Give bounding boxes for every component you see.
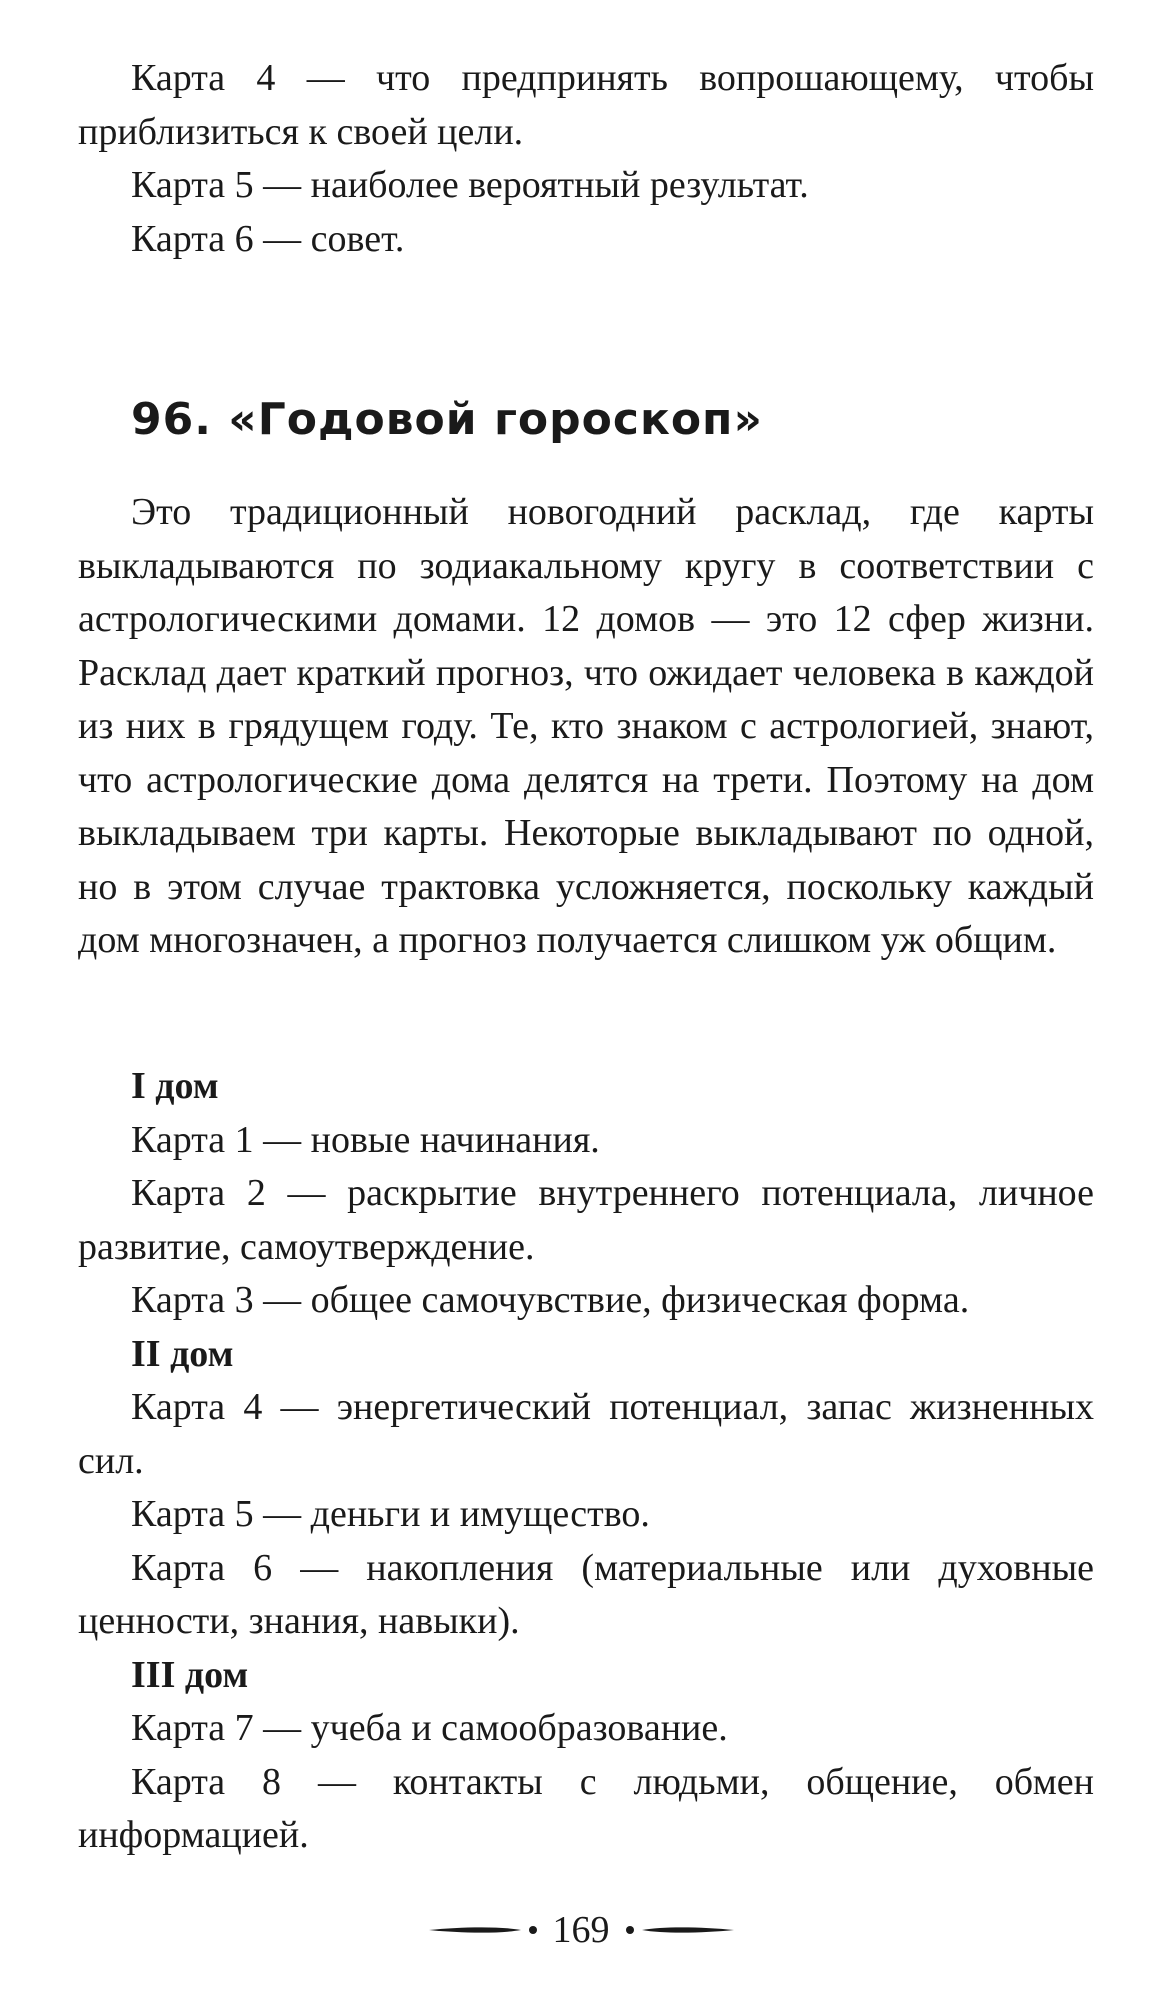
houses-list xyxy=(78,1060,1094,1863)
card-line: Карта 3 — общее самочувствие, физическая форма. xyxy=(131,1279,970,1321)
house-heading: III дом xyxy=(131,1653,249,1696)
house-heading: I дом xyxy=(131,1065,219,1107)
card-line: Карта 1 — новые начинания. xyxy=(131,1118,600,1161)
page-footer xyxy=(0,1900,1162,1960)
card-line: Карта 5 — наиболее вероятный результат. xyxy=(131,164,809,206)
card-line: Карта 7 — учеба и самообразование. xyxy=(131,1707,728,1749)
card-line: Карта 8 — контакты с людьми, общение, обмен информацией. xyxy=(78,1760,1094,1856)
card-line: Карта 4 — что предпринять вопрошающему, чтобы приблизиться к своей цели. xyxy=(78,57,1094,153)
left-ornament-icon xyxy=(429,1923,539,1937)
intro-paragraph: Это традиционный новогодний расклад, где карты выкладываются по зодиакальному кругу в соответствии с астрологическими домами. 12 домов — это 12 сфер жизни. Расклад дает краткий прогноз, что ожидает человека в каждой из них в грядущем году. Те, кто знаком с астрологией, знают, что астрологические дома делятся на трети. Поэтому на дом выкладываем три карты. Некоторые выкладывают по одной, но в этом случае трактовка усложняется, поскольку каждый дом многозначен, а прогноз получается слишком уж общим. xyxy=(78,491,1094,961)
house-heading: II дом xyxy=(131,1332,234,1375)
intro-paragraph-block xyxy=(78,486,1094,968)
section-title: 96. «Годовой гороскоп» xyxy=(131,394,763,445)
right-ornament-icon xyxy=(624,1923,734,1937)
card-line: Карта 5 — деньги и имущество. xyxy=(131,1493,650,1535)
card-line: Карта 4 — энергетический потенциал, запас жизненных сил. xyxy=(78,1386,1094,1482)
card-line: Карта 6 — совет. xyxy=(131,217,405,260)
top-lines xyxy=(78,52,1094,266)
card-line: Карта 6 — накопления (материальные или духовные ценности, знания, навыки). xyxy=(78,1546,1094,1642)
card-line: Карта 2 — раскрытие внутреннего потенциала, личное развитие, самоутверждение. xyxy=(78,1172,1094,1268)
page-number: 169 xyxy=(552,1909,610,1951)
